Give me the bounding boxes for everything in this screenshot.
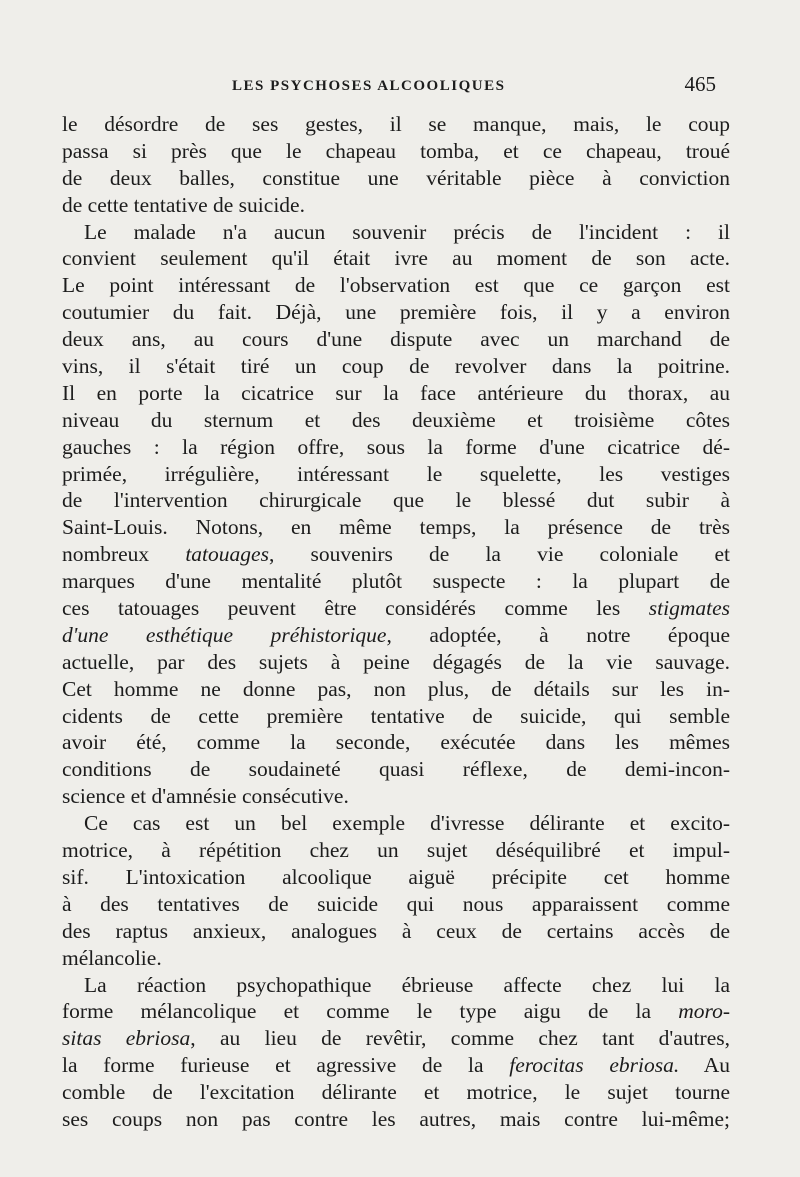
text-line: [62, 998, 730, 1025]
text-line: [62, 622, 730, 649]
text-line: [62, 1052, 730, 1079]
italic-term: stigmates: [648, 596, 730, 621]
text-segment: , adoptée, à notre époque: [386, 622, 731, 647]
text-line: cidents de cette première tentative de suicide, qui semble: [62, 703, 730, 728]
text-line: science et d'amnésie consécutive.: [62, 784, 349, 809]
text-line: [62, 1025, 730, 1052]
text-segment: , souvenirs de la vie coloniale et: [268, 542, 730, 567]
text-line: sif. L'intoxication alcoolique aiguë précipite cet homme: [62, 864, 730, 889]
text-line: de deux balles, constitue une véritable pièce à conviction: [62, 165, 730, 190]
text-line: à des tentatives de suicide qui nous apparaissent comme: [62, 891, 730, 916]
text-segment: ces tatouages peuvent être considérés comme les: [62, 596, 649, 621]
italic-term: tatouages: [185, 542, 269, 567]
text-line: conditions de soudaineté quasi réflexe, de demi-incon-: [62, 757, 730, 782]
text-line: ses coups non pas contre les autres, mais contre lui-même;: [62, 1106, 730, 1131]
text-line: motrice, à répétition chez un sujet déséquilibré et impul-: [62, 838, 730, 863]
page-number: 465: [684, 72, 716, 96]
text-line: Le malade n'a aucun souvenir précis de l'incident : il: [84, 219, 730, 244]
text-line: Il en porte la cicatrice sur la face antérieure du thorax, au: [62, 380, 730, 405]
text-line: de cette tentative de suicide.: [62, 192, 305, 217]
text-line: Ce cas est un bel exemple d'ivresse délirante et excito-: [84, 811, 730, 836]
text-line: gauches : la région offre, sous la forme d'une cicatrice dé-: [62, 434, 730, 459]
text-line: deux ans, au cours d'une dispute avec un marchand de: [62, 327, 730, 352]
text-line: La réaction psychopathique ébrieuse affecte chez lui la: [84, 972, 730, 997]
text-line: marques d'une mentalité plutôt suspecte : la plupart de: [62, 569, 730, 594]
text-line: vins, il s'était tiré un coup de revolver dans la poitrine.: [62, 354, 730, 379]
text-segment: forme mélancolique et comme le type aigu de la: [62, 999, 679, 1024]
text-line: de l'intervention chirurgicale que le blessé dut subir à: [62, 488, 730, 513]
text-segment: nombreux: [62, 542, 186, 567]
text-line: Cet homme ne donne pas, non plus, de détails sur les in-: [62, 676, 730, 701]
text-line: avoir été, comme la seconde, exécutée dans les mêmes: [62, 730, 730, 755]
italic-term: sitas ebriosa: [62, 1026, 191, 1051]
text-line: le désordre de ses gestes, il se manque, mais, le coup: [62, 112, 730, 136]
body-text: [62, 111, 730, 1133]
text-line: [62, 595, 730, 622]
italic-term: moro-: [678, 999, 730, 1024]
italic-term: ferocitas ebriosa.: [509, 1053, 680, 1078]
text-line: niveau du sternum et des deuxième et troisième côtes: [62, 407, 730, 432]
text-line: comble de l'excitation délirante et motrice, le sujet tourne: [62, 1080, 730, 1105]
text-segment: Au: [679, 1053, 731, 1078]
text-line: primée, irrégulière, intéressant le squelette, les vestiges: [62, 461, 730, 486]
text-line: [62, 541, 730, 568]
text-line: passa si près que le chapeau tomba, et ce chapeau, troué: [62, 138, 730, 163]
italic-term: d'une esthétique préhistorique: [62, 622, 387, 647]
running-head: LES PSYCHOSES ALCOOLIQUES: [232, 78, 506, 94]
page-header: [60, 72, 720, 102]
text-line: convient seulement qu'il était ivre au moment de son acte.: [62, 246, 730, 271]
text-line: mélancolie.: [62, 945, 162, 970]
text-line: des raptus anxieux, analogues à ceux de certains accès de: [62, 918, 730, 943]
text-line: Saint-Louis. Notons, en même temps, la présence de très: [62, 515, 730, 540]
text-segment: , au lieu de revêtir, comme chez tant d'autres,: [190, 1026, 730, 1051]
text-line: Le point intéressant de l'observation est que ce garçon est: [62, 273, 730, 298]
text-line: coutumier du fait. Déjà, une première fois, il y a environ: [62, 300, 730, 325]
text-line: actuelle, par des sujets à peine dégagés de la vie sauvage.: [62, 649, 730, 674]
text-segment: la forme furieuse et agressive de la: [62, 1053, 510, 1078]
